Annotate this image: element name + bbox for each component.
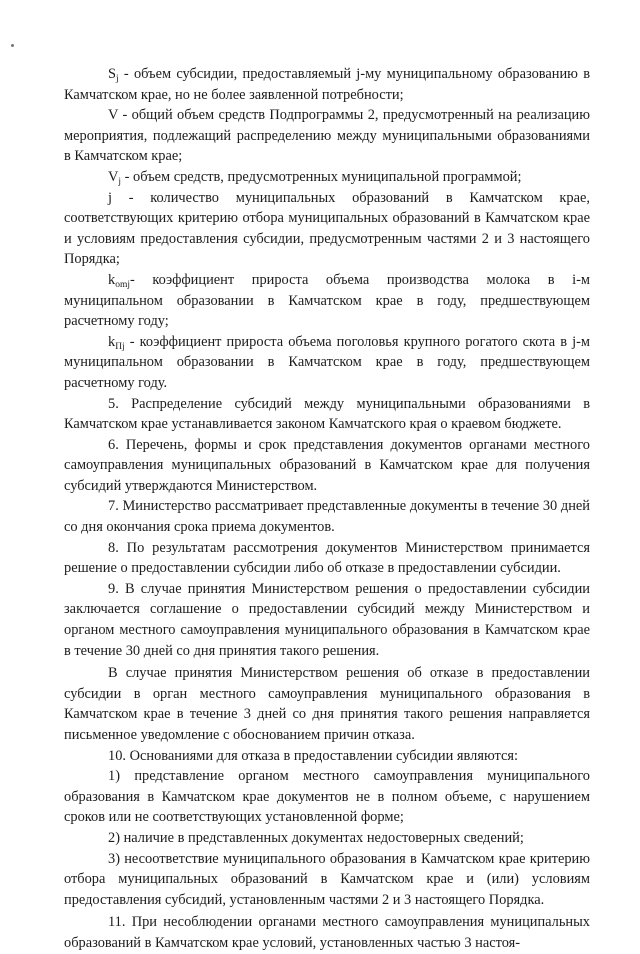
formula-symbol: S [108, 66, 117, 82]
formula-symbol: k [108, 333, 116, 350]
paragraph-p-v [64, 105, 590, 167]
formula-subscript: j [116, 74, 119, 84]
paragraph-p-kpj [64, 332, 590, 394]
paragraph-text: j - количество муниципальных образований в Камчатском крае, соответствующих критерию отбора муниципальных образований в Камчатском крае и условиям предоставления субсидии, предусмотренным частями 2 и 3 настоящего Порядка; [64, 189, 590, 268]
paragraph-text: V - общий объем средств Подпрограммы 2, предусмотренный на реализацию мероприятия, подлежащий распределению между муниципальными образованиями в Камчатском крае; [64, 107, 590, 165]
paragraph-text: - объем средств, предусмотренных муниципальной программой; [121, 168, 522, 185]
paragraph-text: 5. Распределение субсидий между муниципальными образованиями в Камчатском крае устанавливается законом Камчатского края о краевом бюджете. [64, 395, 590, 433]
paragraph-p-10-1 [64, 766, 590, 828]
paragraph-text: 3) несоответствие муниципального образования в Камчатском крае критерию отбора муниципальных образований в Камчатском крае и (или) условиям предоставления субсидий, установленным частями 2 и 3 настоящего Порядка. [64, 850, 590, 908]
paragraph-p-10-2 [64, 828, 590, 849]
paragraph-text: 8. По результатам рассмотрения документов Министерством принимается решение о предоставлении субсидии либо об отказе в предоставлении субсидии. [64, 539, 590, 577]
paragraph-text: 11. При несоблюдении органами местного самоуправления муниципальных образований в Камчатском крае условий, установленных частью 3 настоя- [64, 914, 590, 951]
formula-subscript: Пj [115, 341, 125, 352]
paragraph-text: - коэффициент прироста объема поголовья крупного рогатого скота в j-м муниципальном образовании в Камчатском крае в году, предшествующем расчетному году. [64, 333, 590, 391]
document-body [64, 64, 590, 954]
formula-subscript: omj [115, 279, 130, 290]
paragraph-p-9b [64, 663, 590, 745]
paragraph-text: - объем субсидии, предоставляемый j-му муниципальному образованию в Камчатском крае, но не более заявленной потребности; [64, 66, 590, 103]
paragraph-text: 1) представление органом местного самоуправления муниципального образования в Камчатском крае документов не в полном объеме, с нарушением сроков или не соответствующих установленной форме; [64, 768, 590, 826]
formula-subscript: j [118, 176, 122, 187]
paragraph-p-vj [64, 167, 590, 188]
paragraph-p-sj [64, 64, 590, 105]
paragraph-p-10 [64, 746, 590, 767]
paragraph-text: 9. В случае принятия Министерством решения о предоставлении субсидии заключается соглашение о предоставлении субсидий между Министерством и органом местного самоуправления муниципального образования в Камчатском крае в течение 30 дней со дня принятия такого решения. [64, 580, 590, 659]
paragraph-p-10-3 [64, 849, 590, 911]
paragraph-p-5 [64, 394, 590, 435]
paragraph-text: 6. Перечень, формы и срок представления документов органами местного самоуправления муниципальных образований в Камчатском крае для получения субсидий утверждаются Министерством. [64, 436, 590, 494]
formula-symbol: V [108, 168, 119, 185]
formula-symbol: k [108, 271, 116, 288]
paragraph-p-8 [64, 538, 590, 579]
paragraph-text: В случае принятия Министерством решения об отказе в предоставлении субсидии в орган местного самоуправления муниципального образования в Камчатском крае в течение 3 дней со дня принятия такого решения направляется письменное уведомление с обоснованием причин отказа. [64, 665, 590, 743]
paragraph-text: 7. Министерство рассматривает представленные документы в течение 30 дней со дня окончания срока приема документов. [64, 498, 590, 536]
paragraph-p-11 [64, 912, 590, 953]
scan-speck [11, 44, 14, 47]
paragraph-p-9 [64, 579, 590, 661]
paragraph-text: 2) наличие в представленных документах недостоверных сведений; [108, 829, 524, 846]
paragraph-p-j [64, 188, 590, 270]
paragraph-text: 10. Основаниями для отказа в предоставлении субсидии являются: [108, 747, 518, 764]
paragraph-p-6 [64, 435, 590, 497]
paragraph-p-komj [64, 270, 590, 332]
paragraph-text: - коэффициент прироста объема производства молока в i-м муниципальном образовании в Камчатском крае в году, предшествующем расчетному году; [64, 271, 590, 330]
paragraph-p-7 [64, 496, 590, 537]
